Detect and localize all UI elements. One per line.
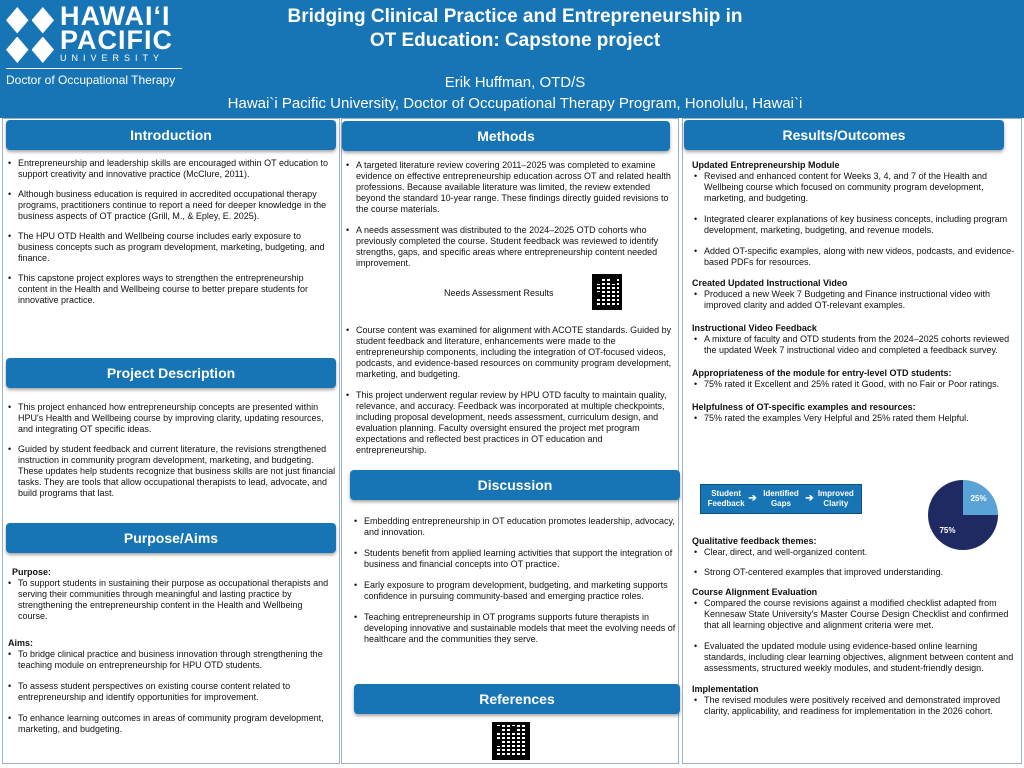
list-item: • A mixture of faculty and OTD students from the 2024–2025 cohorts reviewed the updated Week 7 instructional video and completed a feedback survey. (692, 334, 1018, 356)
project-description-heading: Project Description (6, 358, 336, 388)
feedback-flow-diagram (700, 484, 862, 514)
logo-divider (6, 68, 182, 69)
list-item: • Embedding entrepreneurship in OT education promotes leadership, advocacy, and innovation. (352, 516, 676, 538)
list-item: • To bridge clinical practice and business innovation through strengthening the teaching module on entrepreneurship for HPU OTD students. (6, 649, 334, 671)
list-item: • Strong OT-centered examples that improved understanding. (692, 567, 1018, 578)
list-item: • A targeted literature review covering 2011–2025 was completed to examine evidence on effective entrepreneurship education across OT and related health professions. Because available literature was limited, the review extended beyond the standard 10-year range. These findings directly guided revisions to the course materials. (344, 160, 674, 215)
aims-label: Aims: (8, 638, 34, 648)
list-item: • This project enhanced how entrepreneurship concepts are presented within HPU's Health and Wellbeing course by improving clarity, updating resources, and integrating OT specific ideas. (6, 402, 336, 435)
list-item: • A needs assessment was distributed to the 2024–2025 OTD cohorts who previously completed the course. Student feedback was reviewed to identify strengths, gaps, and specific areas where entrepreneurship content needed improvement. (344, 225, 674, 269)
purpose-section (6, 567, 334, 735)
university-logo (6, 1, 188, 94)
updated-module-title: Updated Entrepreneurship Module (692, 160, 840, 170)
needs-assessment-label: Needs Assessment Results (444, 288, 554, 298)
list-item: • Produced a new Week 7 Budgeting and Finance instructional video with improved clarity and added OT-relevant examples. (692, 289, 1018, 311)
video-feedback-title: Instructional Video Feedback (692, 323, 817, 333)
list-item: • To support students in sustaining their purpose as occupational therapists and serving their communities through meaningful and lasting practice by strengthening the entrepreneurship content in the Health and Wellbeing course. (6, 578, 334, 622)
results-section (692, 160, 1018, 424)
poster-title (215, 5, 815, 53)
video-title: Created Updated Instructional Video (692, 278, 848, 288)
logo-line1: HAWAIʻI (60, 1, 171, 31)
list-item: • Students benefit from applied learning activities that support the integration of business and financial concepts into OT practice. (352, 548, 676, 570)
list-item: • Teaching entrepreneurship in OT programs supports future therapists in developing innovative and sustainable models that meet the evolving needs of healthcare and the communities they serve. (352, 612, 676, 645)
list-item: • Revised and enhanced content for Weeks 3, 4, and 7 of the Health and Wellbeing course which focused on community program development, marketing, and budgeting. (692, 171, 1018, 204)
methods-heading: Methods (342, 121, 670, 151)
list-item: • Course content was examined for alignment with ACOTE standards. Guided by student feedback and literature, enhancements were made to the entrepreneurship components, including the integration of OT-focused videos, podcasts, and evidence-based resources on community program development, marketing, and budgeting. (344, 325, 674, 380)
results-section-lower (692, 536, 1018, 717)
list-item: • Added OT-specific examples, along with new videos, podcasts, and evidence-based PDFs for resources. (692, 246, 1018, 268)
list-item: • The HPU OTD Health and Wellbeing course includes early exposure to business concepts such as program development, marketing, budgeting, and finance. (6, 231, 334, 264)
affiliation: Hawai`i Pacific University, Doctor of Occupational Therapy Program, Honolulu, Hawai`i (227, 95, 803, 112)
logo-line2: PACIFIC (60, 25, 173, 55)
logo-mark-icon (6, 7, 54, 63)
list-item: • Entrepreneurship and leadership skills are encouraged within OT education to support creativity and innovative practice (McClure, 2011). (6, 158, 334, 180)
pie-slice-label-major: 75% (939, 525, 956, 535)
alignment-title: Course Alignment Evaluation (692, 587, 818, 597)
title-line2: OT Education: Capstone project (369, 30, 661, 51)
arrow-right-icon: ➔ (748, 493, 757, 504)
methods-section (344, 160, 674, 269)
flow-step-improved-clarity: Improved Clarity (817, 489, 854, 508)
list-item: • Compared the course revisions against a modified checklist adapted from Kennesaw State University's Master Course Design Checklist and confirmed that all learning objective and alignment criteria were met. (692, 598, 1018, 631)
list-item: • To assess student perspectives on existing course content related to entrepreneurship and identify opportunities for improvement. (6, 681, 334, 703)
references-qr-icon[interactable] (492, 722, 530, 760)
appropriateness-title: Appropriateness of the module for entry-level OTD students: (692, 368, 952, 378)
list-item: • The revised modules were positively received and demonstrated improved clarity, applicability, and readiness for implementation in the 2026 cohort. (692, 695, 1018, 717)
list-item: • Guided by student feedback and current literature, the revisions strengthened instruction in community program development, marketing, and budgeting. These updates help students recognize that business skills are not just financial tasks. They are tools that allow occupational therapists to lead, advocate, and build programs that last. (6, 444, 336, 499)
list-item: • To enhance learning outcomes in areas of community program development, marketing, and budgeting. (6, 713, 334, 735)
poster-header (0, 0, 1024, 118)
logo-line3: UNIVERSITY (60, 53, 165, 63)
author-name: Erik Huffman, OTD/S (444, 74, 586, 91)
references-heading: References (354, 684, 680, 714)
list-item: • Evaluated the updated module using evidence-based online learning standards, including clear learning objectives, alignment between content and assessments, structured weekly modules, and student-friendly design. (692, 641, 1018, 674)
discussion-section (352, 516, 676, 645)
list-item: • 75% rated it Excellent and 25% rated it Good, with no Fair or Poor ratings. (692, 379, 1018, 390)
list-item: • This capstone project explores ways to strengthen the entrepreneurship content in the Health and Wellbeing course to better prepare students for innovative practice. (6, 273, 334, 306)
introduction-heading: Introduction (6, 120, 336, 150)
title-line1: Bridging Clinical Practice and Entrepreneurship in (287, 6, 743, 27)
introduction-section (6, 158, 334, 306)
list-item: • 75% rated the examples Very Helpful and 25% rated them Helpful. (692, 413, 1018, 424)
flow-step-identified-gaps: Identified Gaps (763, 489, 799, 508)
purpose-label: Purpose: (12, 567, 52, 577)
logo-tagline: Doctor of Occupational Therapy (6, 73, 176, 87)
flow-step-student-feedback: Student Feedback (707, 489, 745, 508)
list-item: • Clear, direct, and well-organized content. (692, 547, 1018, 558)
helpfulness-title: Helpfulness of OT-specific examples and resources: (692, 402, 916, 412)
needs-assessment-qr-icon[interactable] (592, 274, 622, 310)
list-item: • Although business education is required in accredited occupational therapy programs, practitioners continue to report a need for deeper knowledge in the business aspects of OT practice (Grill, M., & Epley, E. 2025). (6, 189, 334, 222)
list-item: • This project underwent regular review by HPU OTD faculty to maintain quality, relevance, and accuracy. Feedback was incorporated at multiple checkpoints, including proposal development, needs assessment, curriculum design, and evaluation planning. Faculty oversight ensured the project met program expectations and reflected best practices in OT education and entrepreneurship. (344, 390, 674, 456)
project-description-section (6, 402, 336, 499)
discussion-heading: Discussion (350, 470, 680, 500)
implementation-title: Implementation (692, 684, 759, 694)
list-item: • Early exposure to program development, budgeting, and marketing supports confidence in pursuing community-based and emerging practice roles. (352, 580, 676, 602)
list-item: • Integrated clearer explanations of key business concepts, including program development, marketing, budgeting, and revenue models. (692, 214, 1018, 236)
purpose-heading: Purpose/Aims (6, 523, 336, 553)
methods-section-continued (344, 325, 674, 456)
pie-slice-label-minor: 25% (970, 494, 987, 504)
arrow-right-icon: ➔ (805, 493, 814, 504)
qualitative-title: Qualitative feedback themes: (692, 536, 817, 546)
results-heading: Results/Outcomes (684, 120, 1004, 150)
